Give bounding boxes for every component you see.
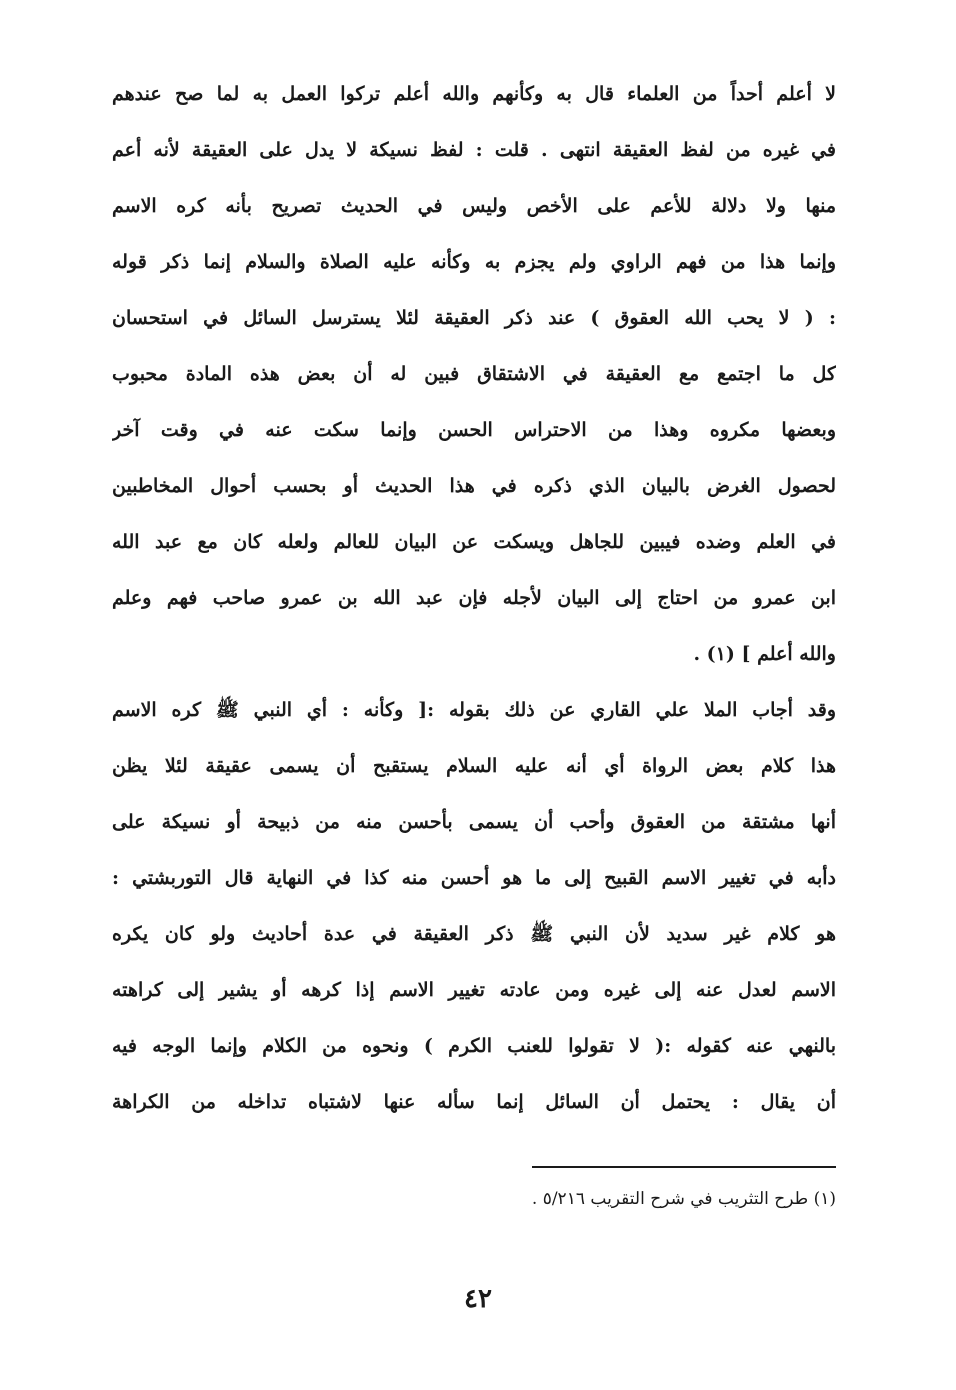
body-paragraph-1 bbox=[112, 66, 836, 682]
page-number: ٤٢ bbox=[464, 1284, 492, 1314]
footnote: (١) طرح التثريب في شرح التقريب ٥/٢١٦ . bbox=[531, 1189, 836, 1209]
text-line: وبعضها مكروه وهذا من الاحتراس الحسن وإنما سكت عنه في وقت آخر bbox=[112, 419, 836, 441]
text-line: في العلم وضده فيبين للجاهل ويسكت عن البيان للعالم ولعله كان مع عبد الله bbox=[112, 531, 836, 553]
text-line: لا أعلم أحداً من العلماء قال به وكأنهم والله أعلم تركوا العمل به لما صح عندهم bbox=[112, 83, 836, 105]
text-line: كل ما اجتمع مع العقيقة في الاشتقاق فبين له أن بعض هذه المادة محبوب bbox=[112, 363, 836, 385]
text-line: الاسم لعدل عنه إلى غيره ومن عادته تغيير الاسم إذا كرهه أو يشير إلى كراهته bbox=[112, 979, 836, 1001]
text-line: وقد أجاب الملا علي القاري عن ذلك بقوله :[ وكأنه : أي النبي ﷺ كره الاسم bbox=[112, 699, 836, 721]
text-line: ابن عمرو من احتاج إلى البيان لأجله فإن عبد الله بن عمرو صاحب فهم وعلم bbox=[112, 587, 836, 609]
text-line: وإنما هذا من فهم الراوي ولم يجزم به وكأنه عليه الصلاة والسلام إنما ذكر قوله bbox=[112, 251, 836, 273]
text-line-last: والله أعلم ] (١) . bbox=[693, 643, 836, 665]
text-line: أنها مشتقة من العقوق وأحب أن يسمى بأحسن منه من ذبيحة أو نسيكة على bbox=[112, 811, 836, 833]
text-line: دأبه في تغيير الاسم القبيح إلى ما هو أحسن منه كذا في النهاية قال التوربشتي : bbox=[112, 867, 836, 889]
text-line: أن يقال : يحتمل أن السائل إنما سأله عنها لاشتباه تداخله من الكراهة bbox=[112, 1091, 836, 1113]
text-line: : ( لا يحب الله العقوق ) عند ذكر العقيقة لئلا يسترسل السائل في استحسان bbox=[112, 307, 836, 329]
text-line: لحصول الغرض بالبيان الذي ذكره في هذا الحديث أو بحسب أحوال المخاطبين bbox=[112, 475, 836, 497]
footnote-divider bbox=[532, 1166, 836, 1168]
text-line: منها ولا دلالة للأعم على الأخص وليس في الحديث تصريح بأنه كره الاسم bbox=[112, 195, 836, 217]
text-line: بالنهي عنه كقوله :( لا تقولوا للعنب الكرم ) ونحوه من الكلام وإنما الوجه فيه bbox=[112, 1035, 836, 1057]
body-paragraph-2 bbox=[112, 682, 836, 1130]
text-line: هو كلام غير سديد لأن النبي ﷺ ذكر العقيقة في عدة أحاديث ولو كان يكره bbox=[112, 923, 836, 945]
text-line: هذا كلام بعض الرواة أي أنه عليه السلام يستقبح أن يسمى عقيقة لئلا يظن bbox=[112, 755, 836, 777]
text-line: في غيره من لفظ العقيقة انتهى . قلت : لفظ نسيكة لا يدل على العقيقة لأنه أعم bbox=[112, 139, 836, 161]
